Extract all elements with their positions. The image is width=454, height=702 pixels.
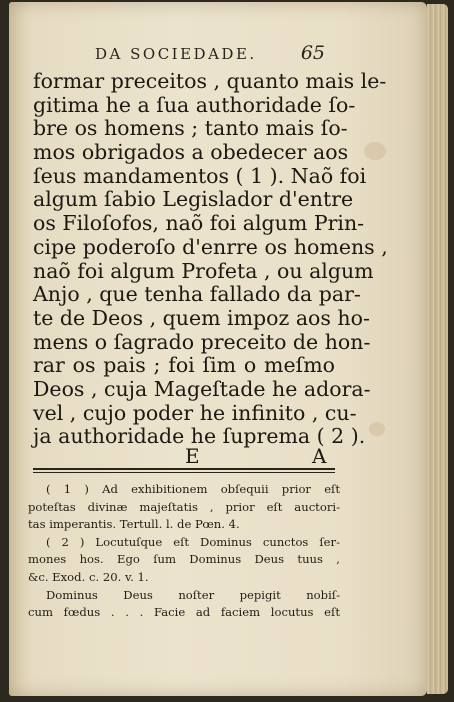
footnote-line: tas imperantis. Tertull. l. de Pœn. 4. — [28, 517, 240, 532]
footnote-line: Dominus Deus noſter pepigit nobiſ- — [46, 587, 340, 602]
body-line: cipe poderoſo d'enrre os homens , — [33, 234, 388, 259]
body-line: gitima he a ſua authoridade ſo- — [33, 92, 356, 117]
foxing-stain — [364, 142, 386, 160]
footnote-line: &c. Exod. c. 20. v. 1. — [28, 569, 149, 584]
body-line: mens o ſagrado preceito de hon- — [33, 329, 371, 354]
page-number: 65 — [300, 42, 325, 64]
footnote-line: poteſtas divinæ majeſtatis , prior eſt auctori- — [28, 499, 340, 514]
body-line: mos obrigados a obedecer aos — [33, 140, 349, 165]
body-text — [33, 69, 388, 449]
body-line: naõ foi algum Profeta , ou algum — [33, 258, 374, 283]
body-line: te de Deos , quem impoz aos ho- — [33, 305, 370, 330]
body-line: Anjo , que tenha fallado da par- — [33, 282, 361, 307]
footnotes — [28, 481, 340, 622]
body-line: ja authoridade he ſuprema ( 2 ). — [33, 424, 366, 449]
footnote-line: ( 2 ) Locutuſque eſt Dominus cunctos ſer- — [46, 534, 340, 549]
body-line: os Filoſofos, naõ foi algum Prin- — [33, 211, 365, 236]
footnote-line: ( 1 ) Ad exhibitionem obſequii prior eſt — [46, 482, 340, 496]
foxing-stain — [369, 422, 385, 436]
running-head-title: DA SOCIEDADE. — [95, 45, 257, 63]
running-header — [95, 42, 325, 67]
body-line: rar os pais ; foi ſim o meſmo — [33, 353, 335, 378]
signature-mark: E — [185, 444, 200, 468]
footnote-rule — [33, 468, 335, 470]
body-line: ſeus mandamentos ( 1 ). Naõ foi — [33, 163, 367, 188]
footnote-line: mones hos. Ego ſum Dominus Deus tuus , — [28, 552, 340, 567]
footnote-line: cum fœdus . . . Facie ad faciem locutus eſt — [28, 605, 340, 620]
catchword: A — [312, 444, 327, 468]
body-line: vel , cujo poder he infinito , cu- — [33, 400, 357, 425]
page-edges — [427, 4, 448, 694]
body-line: algum ſabio Legislador d'entre — [33, 187, 354, 212]
footnote-rule — [33, 472, 335, 473]
body-line: Deos , cuja Mageſtade he adora- — [33, 376, 371, 401]
body-line: formar preceitos , quanto mais le- — [33, 69, 387, 93]
body-line: bre os homens ; tanto mais ſo- — [33, 116, 348, 141]
